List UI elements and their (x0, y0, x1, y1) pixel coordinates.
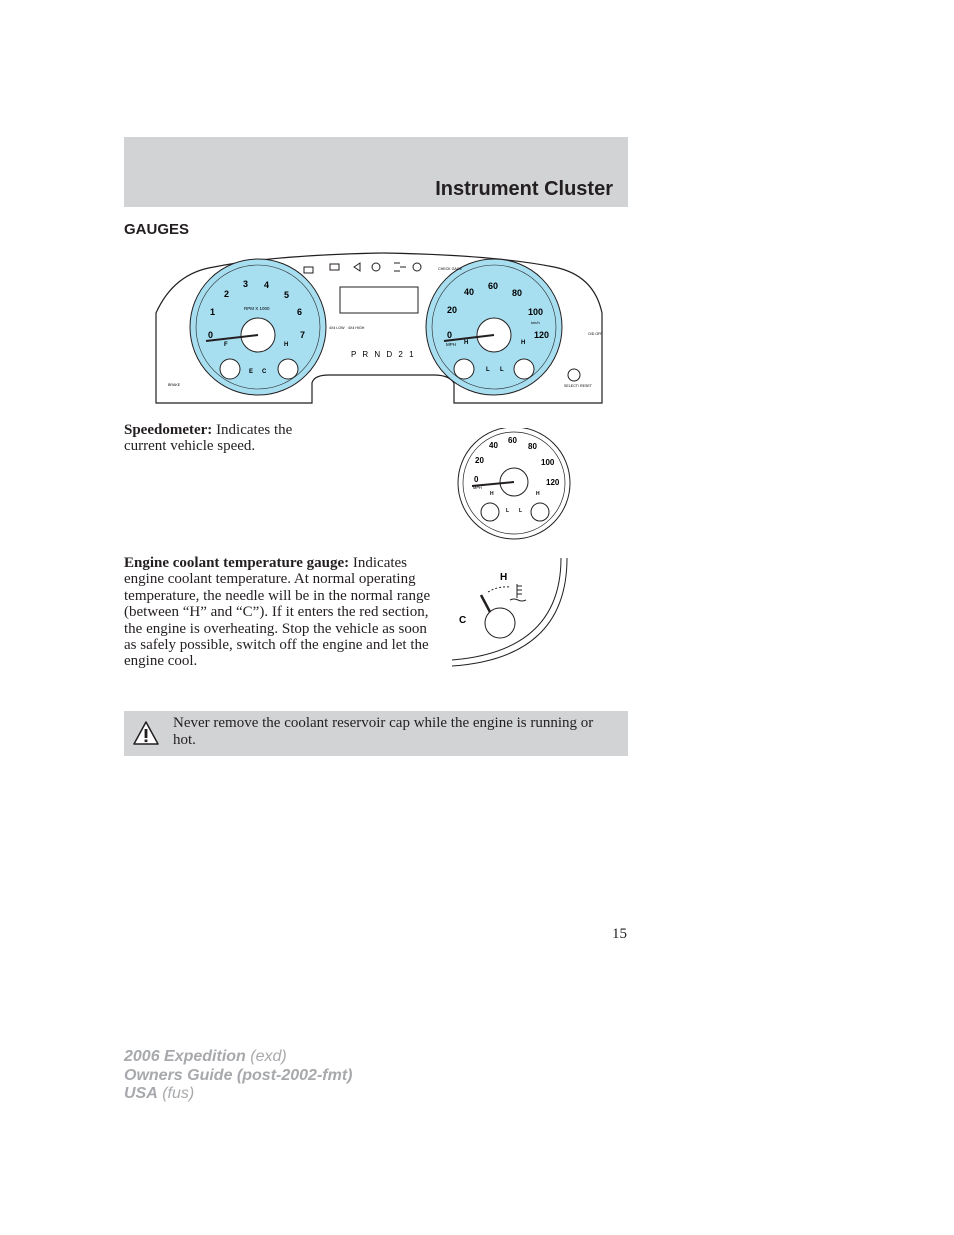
speedo-number: 40 (489, 441, 498, 450)
footer-market-code: (fus) (157, 1085, 195, 1102)
speedo-unit: MPH (446, 342, 456, 347)
tach-unit: RPM X 1000 (244, 306, 270, 311)
footer-market: USA (124, 1085, 158, 1102)
tach-number: 5 (284, 290, 290, 300)
speedo-number: 60 (508, 436, 517, 445)
speedo-number: 60 (488, 281, 499, 291)
volt-high-label: H (490, 491, 494, 497)
speedo-number: 80 (528, 442, 537, 451)
header-band (124, 137, 628, 207)
temp-cold-label: C (262, 369, 267, 375)
temp-cold-label: C (459, 615, 467, 626)
four-low-indicator: 4X4 LOW (329, 326, 345, 330)
volt-high-label: H (464, 340, 469, 346)
brake-indicator: BRAKE (168, 383, 181, 387)
volt-low-label: L (486, 367, 490, 373)
oil-low-label: L (500, 367, 504, 373)
speedo-number: 100 (528, 307, 544, 317)
speedo-number: 120 (534, 330, 550, 340)
od-off-indicator: O/D OFF (588, 332, 603, 336)
page-title: Instrument Cluster (435, 178, 613, 200)
speedometer-label: Speedometer: (124, 422, 213, 438)
coolant-temp-icon (510, 584, 526, 601)
speedo-unit: MPH (473, 485, 482, 490)
tach-number: 2 (224, 289, 230, 299)
speedometer-paragraph (124, 422, 334, 455)
speedo-number: 20 (475, 456, 484, 465)
footer-model-code: (exd) (245, 1048, 287, 1065)
warning-triangle-icon (132, 720, 160, 746)
coolant-gauge-illustration (450, 556, 570, 676)
temp-hot-label: H (500, 572, 508, 583)
speedo-number: 40 (464, 287, 475, 297)
tach-number: 1 (210, 307, 216, 317)
kmh-unit: km/h (531, 320, 540, 325)
tach-number: 0 (208, 330, 214, 340)
coolant-text: Indicates engine coolant temperature. At normal operating temperature, the needle will be in the normal range (between “H” and “C”). If it enters the red section, the engine is overheating. Stop the vehicle as soon as safely possible, switch off the engine and let the engine cool. (124, 555, 431, 670)
select-reset-label: SELECT/ RESET (564, 384, 592, 388)
oil-low-label: L (519, 508, 523, 514)
speedo-number: 80 (512, 288, 523, 298)
gear-indicator: P R N D 2 1 (351, 350, 416, 359)
speedo-number: 100 (541, 458, 555, 467)
temp-hot-label: H (284, 342, 289, 348)
footer-model: 2006 Expedition (124, 1048, 246, 1065)
footer-guide: Owners Guide (post-2002-fmt) (124, 1066, 353, 1084)
oil-high-label: H (536, 491, 540, 497)
tach-number: 7 (300, 330, 306, 340)
four-high-indicator: 4X4 HIGH (348, 326, 365, 330)
message-display (340, 287, 418, 313)
speedometer-text: Indicates the current vehicle speed. (124, 422, 293, 455)
instrument-cluster-illustration (154, 243, 604, 407)
volt-low-label: L (506, 508, 510, 514)
warning-text: Never remove the coolant reservoir cap while the engine is running or hot. (173, 715, 594, 748)
speedo-number: 0 (474, 475, 479, 484)
check-gage-indicator: CHECK GAGE (438, 267, 462, 271)
footer (124, 1048, 352, 1104)
warning-box (124, 711, 628, 756)
oil-high-label: H (521, 340, 526, 346)
tach-number: 3 (243, 279, 249, 289)
speedometer-illustration (454, 428, 574, 542)
tach-number: 4 (264, 280, 270, 290)
fuel-empty-label: E (249, 369, 254, 375)
speedo-number: 20 (447, 305, 458, 315)
tach-number: 6 (297, 307, 303, 317)
speedo-number: 120 (546, 478, 560, 487)
coolant-paragraph (124, 555, 439, 670)
select-reset-button[interactable] (568, 369, 580, 381)
fuel-full-label: F (224, 342, 228, 348)
section-heading: GAUGES (124, 221, 190, 238)
speedo-number: 0 (447, 330, 453, 340)
page-number: 15 (612, 926, 627, 942)
coolant-label: Engine coolant temperature gauge: (124, 555, 350, 571)
